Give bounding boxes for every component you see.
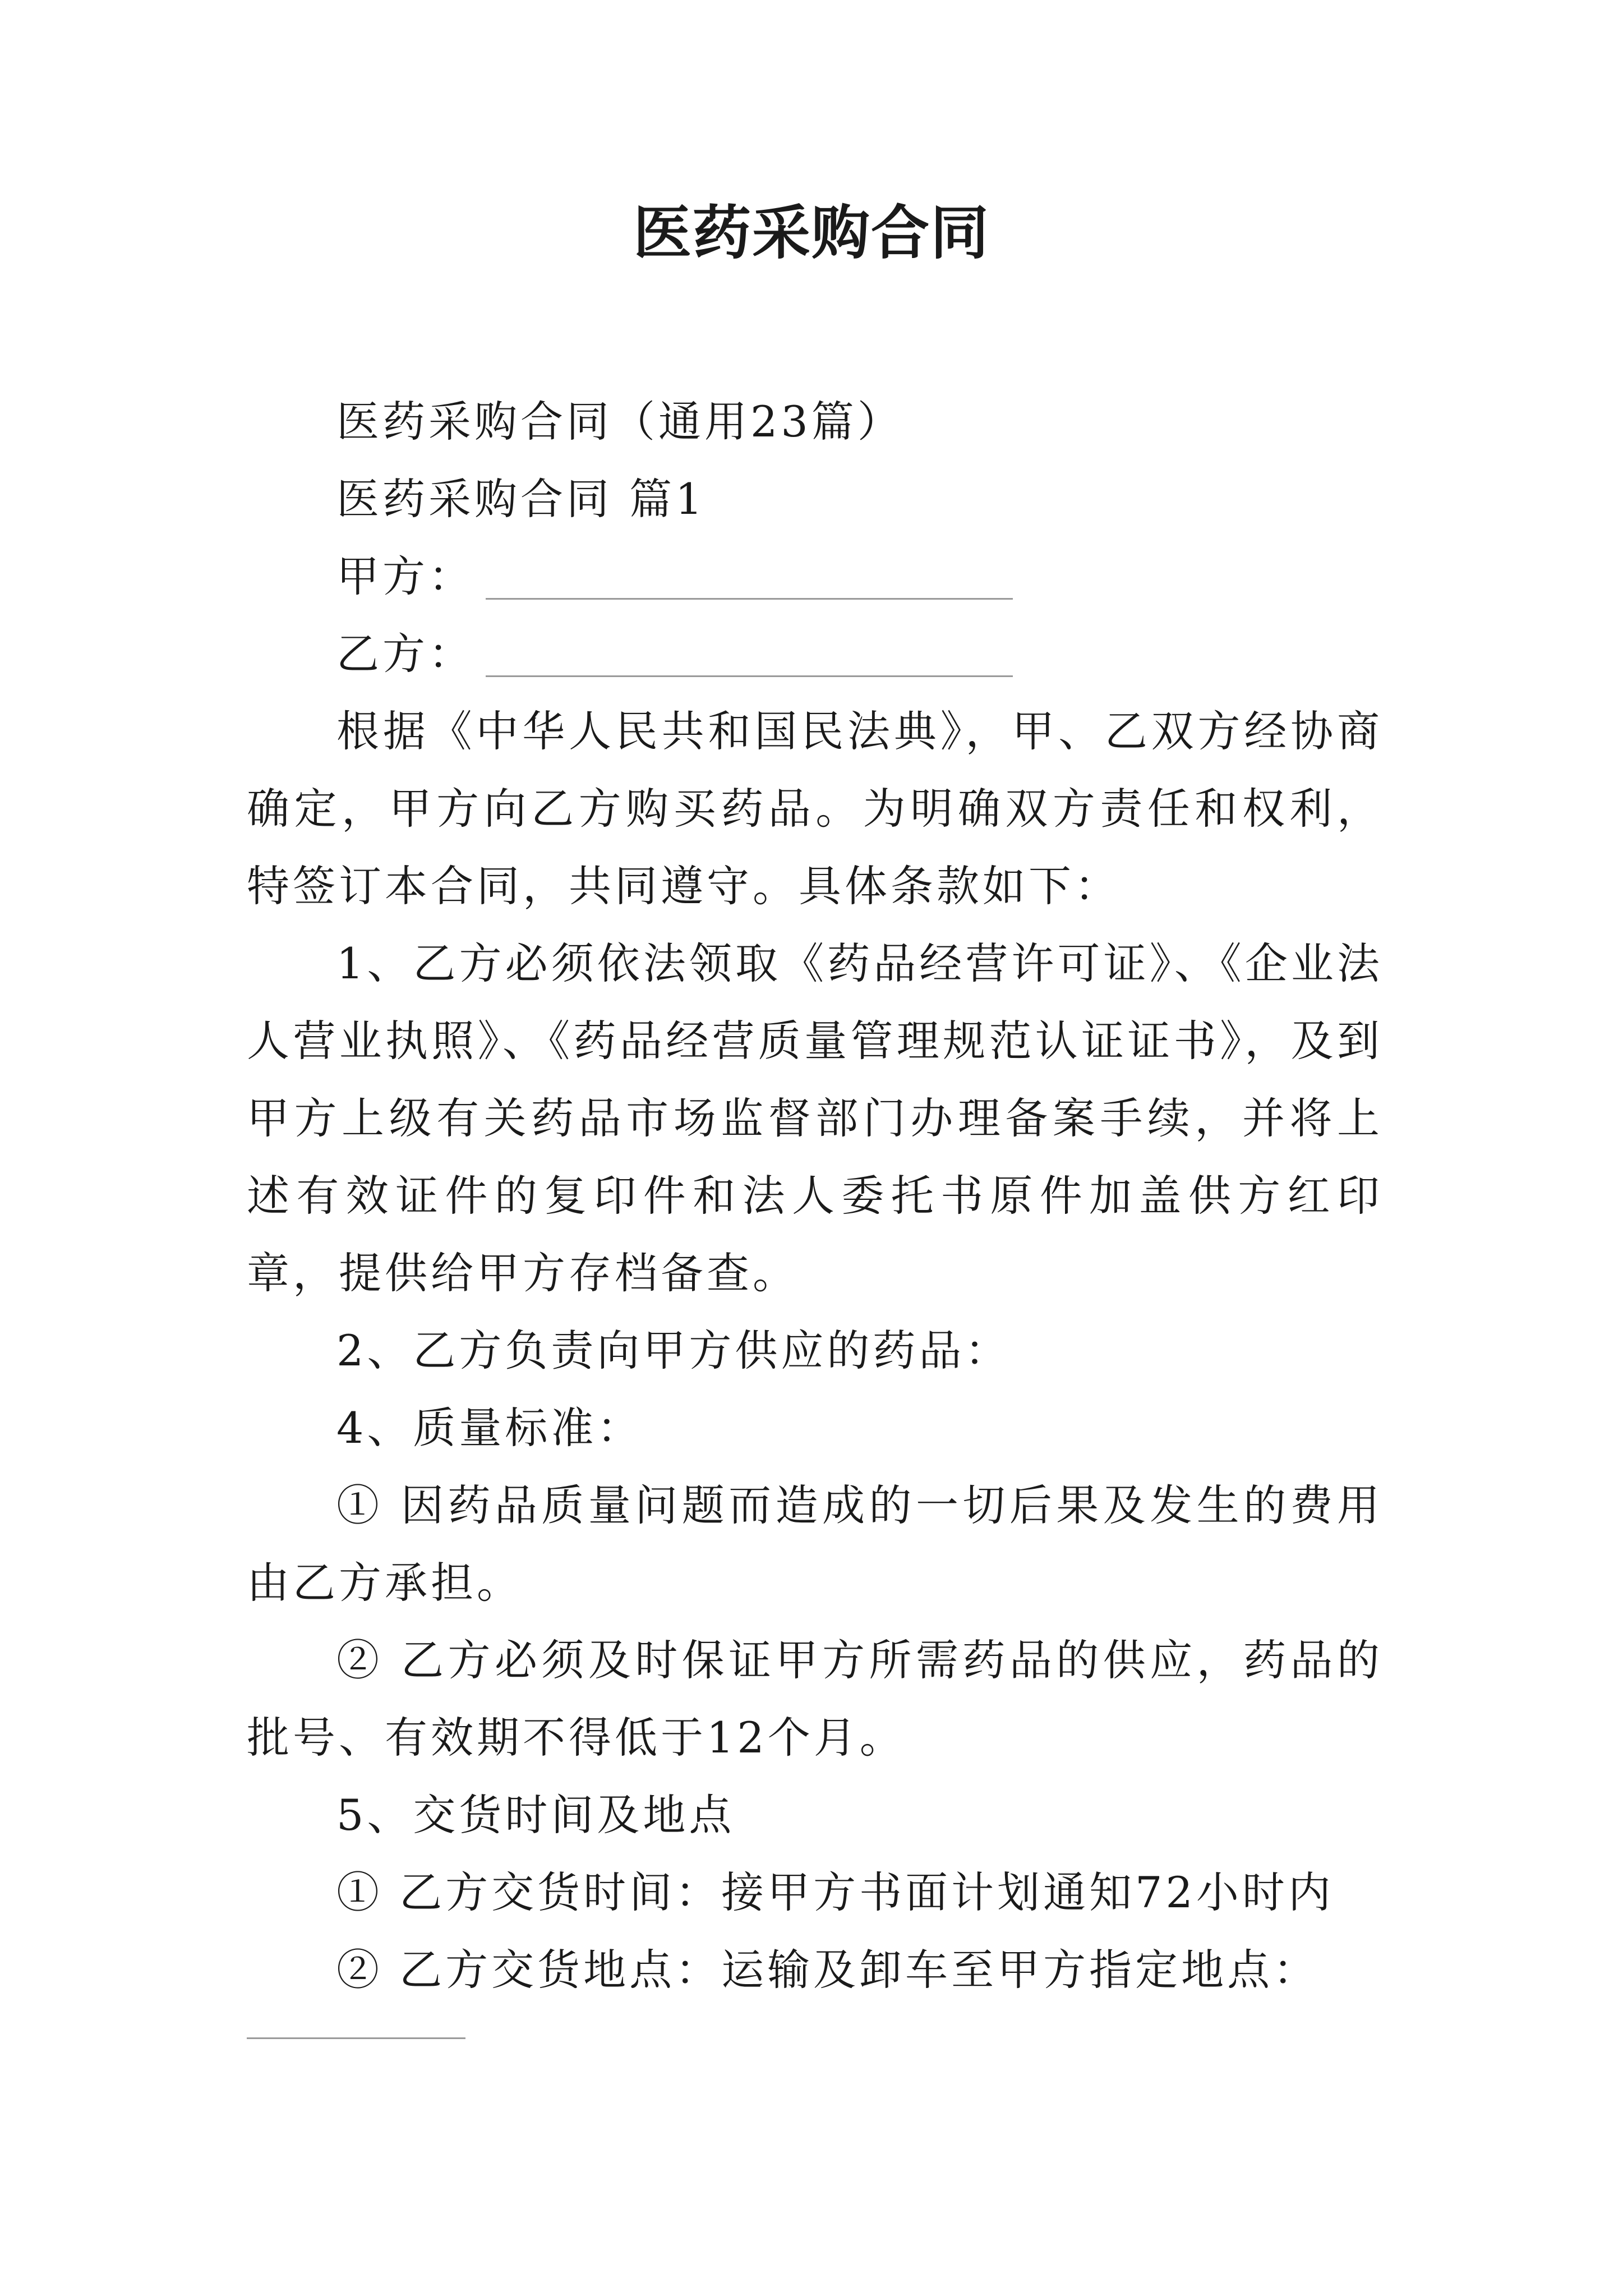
party-b-label: 乙方： (336, 629, 474, 679)
clause-5-item-1: ① 乙方交货时间：接甲方书面计划通知72小时内 (336, 1867, 1334, 1917)
intro-paragraph: 根据《中华人民共和国民法典》，甲、乙双方经协商确定，甲方向乙方购买药品。为明确双方责任和权利，特签订本合同，共同遵守。具体条款如下： (247, 706, 1383, 911)
clause-2: 2、乙方负责向甲方供应的药品： (336, 1326, 1011, 1375)
clause-4-item-1: ① 因药品质量问题而造成的一切后果及发生的费用由乙方承担。 (247, 1480, 1383, 1608)
party-a-line (247, 538, 1383, 615)
document-title: 医药采购合同 (633, 198, 990, 267)
section-heading: 医药采购合同 篇1 (336, 474, 706, 524)
clause-5: 5、交货时间及地点 (336, 1790, 735, 1840)
document-body (247, 383, 1383, 2009)
clause-5-item-2: ② 乙方交货地点：运输及卸车至甲方指定地点： (336, 1945, 1320, 1995)
party-a-blank (486, 564, 1013, 600)
party-b-line (247, 615, 1383, 693)
clause-4-item-2: ② 乙方必须及时保证甲方所需药品的供应，药品的批号、有效期不得低于12个月。 (247, 1635, 1383, 1763)
party-a-label: 甲方： (336, 551, 474, 601)
party-b-blank (486, 642, 1013, 677)
footnote-separator (247, 2037, 465, 2039)
subtitle: 医药采购合同（通用23篇） (336, 397, 903, 447)
clause-4: 4、质量标准： (336, 1403, 643, 1453)
clause-1: 1、乙方必须依法领取《药品经营许可证》、《企业法人营业执照》、《药品经营质量管理规范认证证书》，及到甲方上级有关药品市场监督部门办理备案手续，并将上述有效证件的复印件和法人委托书原件加盖供方红印章，提供给甲方存档备查。 (247, 938, 1383, 1298)
